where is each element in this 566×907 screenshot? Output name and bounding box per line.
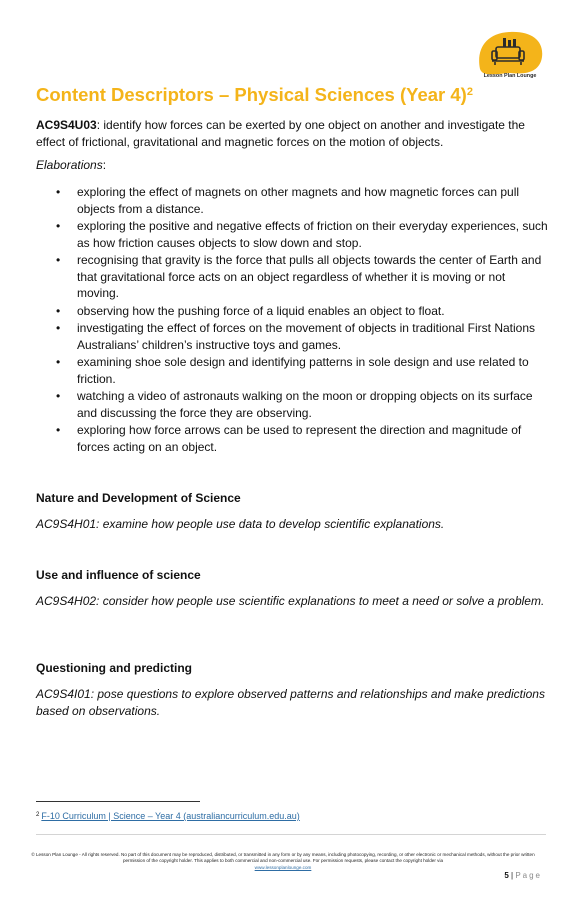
section-heading: Use and influence of science xyxy=(36,568,201,582)
section-questioning-predicting xyxy=(36,660,548,719)
content-descriptor-code: AC9S4U03 xyxy=(36,118,97,132)
elaboration-item xyxy=(36,252,548,302)
elaboration-text: examining shoe sole design and identifying patterns in sole design and use related to friction. xyxy=(77,355,529,386)
elaboration-text: observing how the pushing force of a liquid enables an object to float. xyxy=(77,303,445,318)
elaboration-text: recognising that gravity is the force that pulls all objects towards the center of Earth and that gravitational force acts on an object regardless of whether it is moving or not moving. xyxy=(77,253,542,300)
bullet-icon: • xyxy=(56,303,61,318)
elaborations-label xyxy=(36,158,106,172)
page-number xyxy=(504,871,542,880)
website-link[interactable]: www.lessonplanlounge.com xyxy=(254,864,312,870)
bullet-icon: • xyxy=(56,253,61,267)
elaborations-label-colon: : xyxy=(102,158,107,172)
page-number-value: 5 xyxy=(504,871,509,880)
bullet-icon: • xyxy=(56,219,61,233)
footnote xyxy=(36,811,300,821)
page-title xyxy=(36,84,473,106)
elaboration-text: watching a video of astronauts walking on the moon or dropping objects on its surface and discussing the force they are observing. xyxy=(77,389,533,420)
section-body: AC9S4I01: pose questions to explore observed patterns and relationships and make predictions based on observations. xyxy=(36,687,545,718)
bullet-icon: • xyxy=(56,185,61,199)
elaboration-text: exploring the positive and negative effects of friction on their everyday experiences, such as how friction causes objects to slow down and stop. xyxy=(77,219,548,250)
elaboration-item xyxy=(36,320,548,353)
elaboration-text: exploring how force arrows can be used to represent the direction and magnitude of forces acting on an object. xyxy=(77,423,522,454)
bullet-icon: • xyxy=(56,389,61,403)
elaboration-item xyxy=(36,388,548,421)
section-heading: Nature and Development of Science xyxy=(36,491,241,505)
elaboration-text: investigating the effect of forces on the movement of objects in traditional First Nations Australians’ children’s instructive toys and games. xyxy=(77,321,536,352)
elaboration-item xyxy=(36,218,548,251)
copyright-notice xyxy=(30,852,536,871)
elaborations-label-text: Elaborations xyxy=(36,158,103,172)
elaborations-list xyxy=(36,184,548,456)
elaboration-item xyxy=(36,303,548,320)
bullet-icon: • xyxy=(56,355,61,369)
section-nature-development xyxy=(36,490,548,533)
title-footnote-ref[interactable]: 2 xyxy=(466,86,473,98)
elaboration-item xyxy=(36,354,548,387)
bullet-icon: • xyxy=(56,321,61,335)
logo-text: Lesson Plan Lounge xyxy=(483,73,537,79)
elaboration-text: exploring the effect of magnets on other magnets and how magnetic forces can pull objects from a distance. xyxy=(77,185,520,216)
footnote-number: 2 xyxy=(36,812,40,818)
footnote-link[interactable]: F-10 Curriculum | Science – Year 4 (australiancurriculum.edu.au) xyxy=(41,811,300,821)
page-separator: | xyxy=(508,871,516,880)
elaboration-item xyxy=(36,184,548,217)
footnote-divider xyxy=(36,801,200,802)
footer-divider xyxy=(36,834,546,835)
section-body: AC9S4H01: examine how people use data to develop scientific explanations. xyxy=(36,517,445,531)
section-heading: Questioning and predicting xyxy=(36,661,192,675)
content-descriptor-text: : identify how forces can be exerted by one object on another and investigate the effect of frictional, gravitational and magnetic forces on the motion of objects. xyxy=(36,118,525,149)
page-title-text: Content Descriptors – Physical Sciences (Year 4) xyxy=(36,84,467,105)
section-use-influence xyxy=(36,567,548,610)
elaboration-item xyxy=(36,422,548,455)
copyright-text: © Lesson Plan Lounge - All rights reserved. No part of this document may be reproduced, distributed, or transmitted in any form or by any means, including photocopying, recording, or other electronic or mechanical methods, without the prior written permission of the copyright holder. This applies to both commercial and non-commercial use. For permission requests, please contact the copyright holder via xyxy=(31,852,535,864)
section-body: AC9S4H02: consider how people use scientific explanations to meet a need or solve a problem. xyxy=(36,594,545,608)
content-descriptor xyxy=(36,117,548,150)
page-word: Page xyxy=(515,871,542,880)
bullet-icon: • xyxy=(56,423,61,437)
